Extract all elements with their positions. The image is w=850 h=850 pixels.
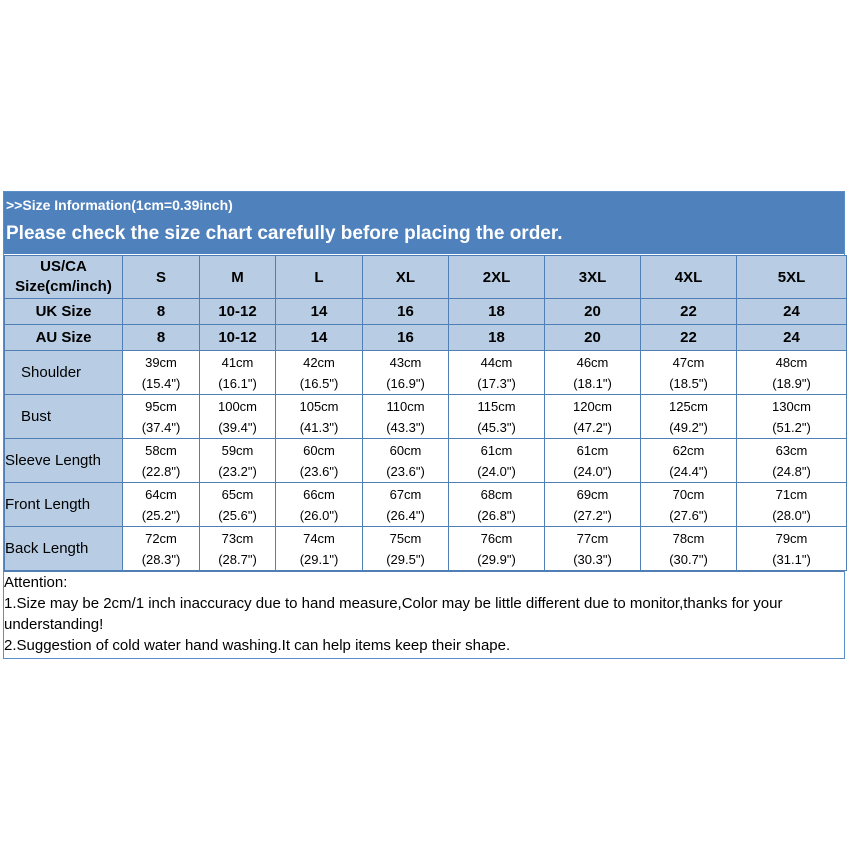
- uk-size-cell: 24: [737, 299, 847, 325]
- cm-value: 110cm: [386, 398, 425, 414]
- inch-value: (41.3"): [299, 419, 339, 435]
- inch-value: (23.6"): [299, 463, 339, 479]
- cm-value: 41cm: [221, 354, 254, 370]
- measurement-name: Sleeve Length: [5, 439, 123, 483]
- inch-value: (29.9"): [477, 551, 516, 567]
- measurement-cell: [123, 483, 200, 527]
- measurement-cell: [200, 527, 276, 571]
- inch-value: (18.9"): [772, 375, 811, 391]
- inch-value: (17.3"): [477, 375, 516, 391]
- measurement-cell: [200, 483, 276, 527]
- inch-value: (45.3"): [477, 419, 516, 435]
- measurement-cell: [276, 483, 363, 527]
- inch-value: (23.6"): [386, 463, 425, 479]
- size-cell: 4XL: [641, 256, 737, 299]
- measurement-cell: [449, 483, 545, 527]
- attention-line-2: 2.Suggestion of cold water hand washing.It can help items keep their shape.: [4, 637, 511, 654]
- inch-value: (24.8"): [772, 463, 811, 479]
- measurement-cell: [123, 395, 200, 439]
- measurement-row: [5, 439, 847, 483]
- au-size-label: AU Size: [5, 325, 123, 351]
- cm-value: 95cm: [145, 398, 177, 414]
- attention-title: Attention:: [4, 574, 68, 591]
- measurement-cell: [123, 439, 200, 483]
- size-cell: 5XL: [737, 256, 847, 299]
- inch-value: (18.5"): [669, 375, 708, 391]
- attention-line-1: 1.Size may be 2cm/1 inch inaccuracy due to hand measure,Color may be little different due to monitor,thanks for your understanding!: [4, 595, 783, 633]
- au-size-cell: 16: [363, 325, 449, 351]
- measurement-cell: [545, 527, 641, 571]
- measurement-row: [5, 483, 847, 527]
- cm-value: 74cm: [303, 530, 335, 546]
- measurement-row: [5, 527, 847, 571]
- measurement-cell: [641, 439, 737, 483]
- cm-value: 130cm: [771, 398, 812, 414]
- measurement-cell: [363, 351, 449, 395]
- cm-value: 68cm: [480, 486, 513, 502]
- inch-value: (31.1"): [772, 551, 811, 567]
- size-unit-label: Size(cm/inch): [15, 278, 112, 295]
- cm-value: 58cm: [145, 442, 177, 458]
- measurement-cell: [363, 527, 449, 571]
- measurement-name: Shoulder: [5, 351, 123, 395]
- measurement-cell: [200, 439, 276, 483]
- cm-value: 67cm: [389, 486, 422, 502]
- inch-value: (25.6"): [218, 507, 257, 523]
- cm-value: 46cm: [576, 354, 609, 370]
- measurement-cell: [641, 395, 737, 439]
- inch-value: (26.8"): [477, 507, 516, 523]
- inch-value: (22.8"): [141, 463, 181, 479]
- attention-notes: [4, 571, 844, 658]
- inch-value: (28.0"): [772, 507, 811, 523]
- uk-size-row: [5, 299, 847, 325]
- inch-value: (24.0"): [573, 463, 612, 479]
- measurement-cell: [363, 395, 449, 439]
- cm-value: 72cm: [145, 530, 177, 546]
- measurement-cell: [737, 527, 847, 571]
- cm-value: 48cm: [775, 354, 808, 370]
- inch-value: (25.2"): [141, 507, 181, 523]
- inch-value: (49.2"): [669, 419, 708, 435]
- inch-value: (39.4"): [218, 419, 257, 435]
- size-chart-banner: [4, 192, 844, 255]
- measurement-cell: [545, 395, 641, 439]
- measurement-cell: [200, 351, 276, 395]
- cm-value: 60cm: [303, 442, 335, 458]
- cm-value: 59cm: [221, 442, 254, 458]
- inch-value: (47.2"): [573, 419, 612, 435]
- inch-value: (18.1"): [573, 375, 612, 391]
- size-cell: M: [200, 256, 276, 299]
- cm-value: 64cm: [145, 486, 177, 502]
- size-cell: 2XL: [449, 256, 545, 299]
- cm-value: 43cm: [389, 354, 422, 370]
- au-size-cell: 10-12: [200, 325, 276, 351]
- cm-value: 115cm: [477, 398, 516, 414]
- inch-value: (37.4"): [141, 419, 181, 435]
- inch-value: (16.1"): [218, 375, 257, 391]
- inch-value: (30.3"): [573, 551, 612, 567]
- cm-value: 44cm: [480, 354, 513, 370]
- au-size-row: [5, 325, 847, 351]
- uk-size-cell: 8: [123, 299, 200, 325]
- uk-size-cell: 18: [449, 299, 545, 325]
- cm-value: 125cm: [668, 398, 709, 414]
- inch-value: (26.4"): [386, 507, 425, 523]
- inch-value: (28.7"): [218, 551, 257, 567]
- cm-value: 61cm: [576, 442, 609, 458]
- measurement-cell: [737, 395, 847, 439]
- inch-value: (23.2"): [218, 463, 257, 479]
- measurement-cell: [276, 439, 363, 483]
- measurement-cell: [641, 483, 737, 527]
- cm-value: 66cm: [303, 486, 335, 502]
- measurement-cell: [545, 483, 641, 527]
- cm-value: 75cm: [389, 530, 422, 546]
- cm-value: 100cm: [217, 398, 258, 414]
- cm-value: 47cm: [672, 354, 705, 370]
- cm-value: 73cm: [221, 530, 254, 546]
- inch-value: (15.4"): [141, 375, 181, 391]
- cm-value: 120cm: [572, 398, 613, 414]
- measurement-cell: [737, 351, 847, 395]
- cm-value: 77cm: [576, 530, 609, 546]
- cm-value: 63cm: [775, 442, 808, 458]
- measurement-cell: [545, 351, 641, 395]
- inch-value: (26.0"): [299, 507, 339, 523]
- uk-size-cell: 10-12: [200, 299, 276, 325]
- size-cell: L: [276, 256, 363, 299]
- size-header-label: [5, 256, 123, 299]
- inch-value: (24.4"): [669, 463, 708, 479]
- cm-value: 69cm: [576, 486, 609, 502]
- measurement-cell: [737, 483, 847, 527]
- au-size-cell: 8: [123, 325, 200, 351]
- inch-value: (43.3"): [386, 419, 425, 435]
- measurement-cell: [449, 527, 545, 571]
- size-chart-headline: Please check the size chart carefully before placing the order.: [6, 223, 563, 244]
- measurement-cell: [200, 395, 276, 439]
- inch-value: (16.5"): [299, 375, 339, 391]
- cm-value: 62cm: [672, 442, 705, 458]
- inch-value: (24.0"): [477, 463, 516, 479]
- cm-value: 39cm: [145, 354, 177, 370]
- inch-value: (28.3"): [141, 551, 181, 567]
- measurement-name: Front Length: [5, 483, 123, 527]
- inch-value: (27.6"): [669, 507, 708, 523]
- measurement-cell: [363, 483, 449, 527]
- measurement-cell: [276, 395, 363, 439]
- uk-size-label: UK Size: [5, 299, 123, 325]
- cm-value: 105cm: [299, 398, 339, 414]
- measurement-cell: [276, 351, 363, 395]
- measurement-cell: [641, 527, 737, 571]
- inch-value: (30.7"): [669, 551, 708, 567]
- size-header-row: [5, 256, 847, 299]
- measurement-cell: [737, 439, 847, 483]
- uk-size-cell: 16: [363, 299, 449, 325]
- au-size-cell: 18: [449, 325, 545, 351]
- measurement-cell: [449, 439, 545, 483]
- measurement-cell: [449, 395, 545, 439]
- cm-value: 61cm: [480, 442, 513, 458]
- inch-value: (27.2"): [573, 507, 612, 523]
- size-chart: [3, 191, 845, 659]
- au-size-cell: 22: [641, 325, 737, 351]
- cm-value: 76cm: [480, 530, 513, 546]
- uk-size-cell: 14: [276, 299, 363, 325]
- inch-value: (51.2"): [772, 419, 811, 435]
- size-cell: XL: [363, 256, 449, 299]
- cm-value: 65cm: [221, 486, 254, 502]
- au-size-cell: 24: [737, 325, 847, 351]
- inch-value: (29.5"): [386, 551, 425, 567]
- measurement-cell: [641, 351, 737, 395]
- cm-value: 42cm: [303, 354, 335, 370]
- cm-value: 79cm: [775, 530, 808, 546]
- au-size-cell: 14: [276, 325, 363, 351]
- measurement-cell: [545, 439, 641, 483]
- measurement-row: [5, 395, 847, 439]
- inch-value: (16.9"): [386, 375, 425, 391]
- cm-value: 60cm: [389, 442, 422, 458]
- uk-size-cell: 20: [545, 299, 641, 325]
- measurement-name: Back Length: [5, 527, 123, 571]
- inch-value: (29.1"): [299, 551, 339, 567]
- cm-value: 71cm: [775, 486, 808, 502]
- us-ca-label: US/CA: [40, 258, 87, 275]
- measurement-cell: [123, 351, 200, 395]
- measurement-cell: [276, 527, 363, 571]
- size-cell: S: [123, 256, 200, 299]
- measurement-cell: [363, 439, 449, 483]
- au-size-cell: 20: [545, 325, 641, 351]
- size-info-text: >>Size Information(1cm=0.39inch): [6, 197, 233, 213]
- measurement-row: [5, 351, 847, 395]
- measurement-cell: [449, 351, 545, 395]
- measurement-name: Bust: [5, 395, 123, 439]
- size-table: [4, 255, 847, 571]
- cm-value: 70cm: [672, 486, 705, 502]
- uk-size-cell: 22: [641, 299, 737, 325]
- cm-value: 78cm: [672, 530, 705, 546]
- measurement-cell: [123, 527, 200, 571]
- size-cell: 3XL: [545, 256, 641, 299]
